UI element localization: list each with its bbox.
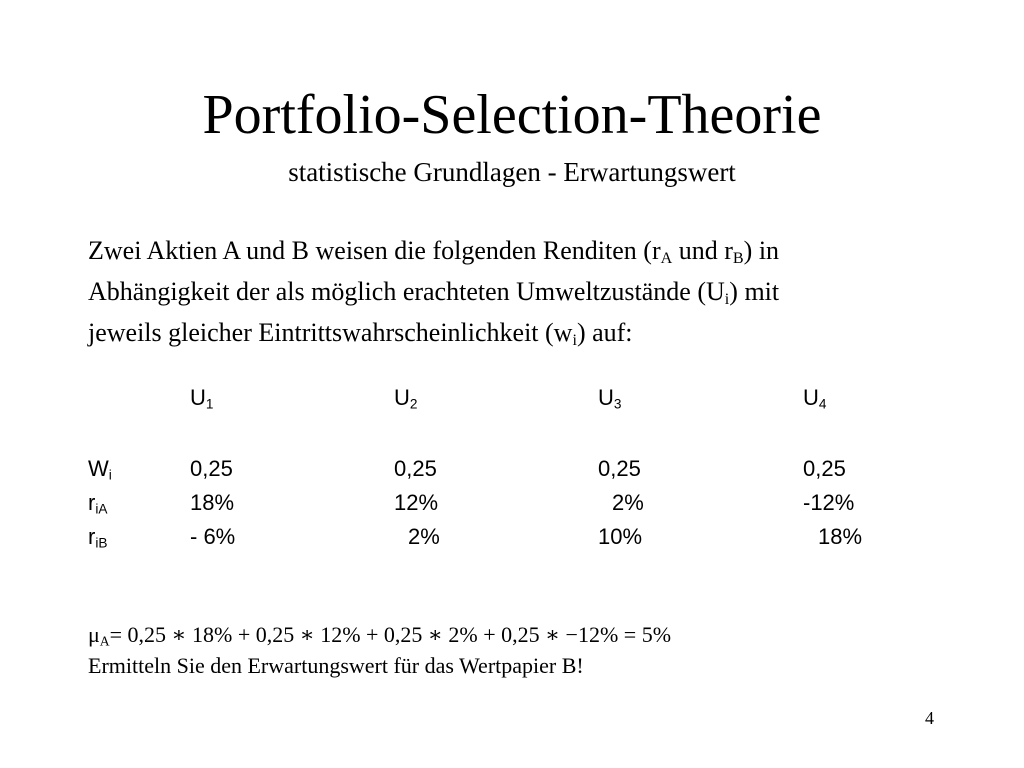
cell-rib-u2: 2% [408,524,440,549]
cell-ria-u4: -12% [803,490,855,515]
row-label-rib: $r_{iB}$ [88,524,108,551]
header-u4: $U_4$ [803,385,827,412]
page-number: 4 [925,708,934,728]
header-u2: $U_2$ [394,385,418,412]
intro-line-1: Zwei Aktien A und B weisen die folgenden Renditen ($r_A$ und $r_B$) in [88,236,780,268]
slide-title: Portfolio-Selection-Theorie [202,84,822,146]
cell-wi-u3: 0,25 [598,456,641,481]
cell-wi-u2: 0,25 [394,456,437,481]
cell-ria-u1: 18% [190,490,235,515]
cell-wi-u1: 0,25 [190,456,233,481]
cell-rib-u1: - 6% [190,524,236,549]
formula-expression: = 0,25 ∗ 18% + 0,25 ∗ 12% + 0,25 ∗ 2% + 0,25 ∗ −12% = 5% [109,622,672,647]
header-u1: $U_1$ [190,385,214,412]
intro-line-2: Abhängigkeit der als möglich erachteten Umweltzustände $(U_i)$ mit [88,277,780,309]
expected-value-formula [88,620,671,650]
task-text: Ermitteln Sie den Erwartungswert für das Wertpapier B! [88,653,584,678]
cell-ria-u2: 12% [394,490,439,515]
mu-symbol: μ [88,622,100,647]
slide-subtitle: statistische Grundlagen - Erwartungswert [288,157,736,187]
cell-ria-u3: 2% [612,490,644,515]
cell-rib-u3: 10% [598,524,643,549]
intro-text [88,230,948,353]
header-u3: $U_3$ [598,385,622,412]
cell-wi-u4: 0,25 [803,456,846,481]
row-label-wi: $W_i$ [88,456,112,483]
intro-line-3: jeweils gleicher Eintrittswahrscheinlichkeit $(w_i)$ auf: [88,318,633,350]
row-label-ria: $r_{iA}$ [88,490,108,517]
mu-subscript: A [99,633,110,649]
cell-rib-u4: 18% [818,524,863,549]
